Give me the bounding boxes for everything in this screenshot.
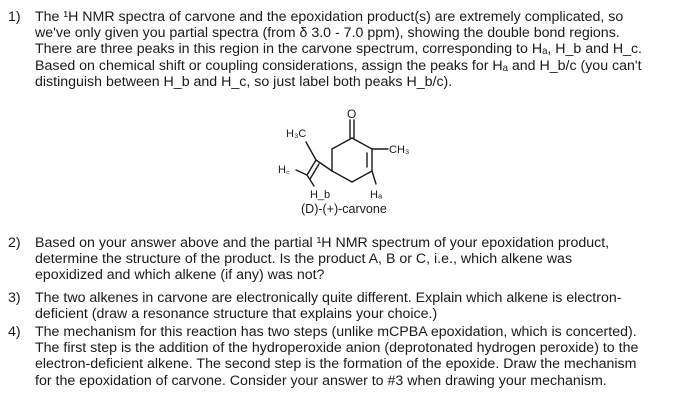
question-1: [8, 9, 678, 90]
methyl-label: H₃C: [286, 128, 307, 140]
methyl-label: CH₃: [389, 144, 410, 156]
hydrogen-b-label: H_b: [310, 189, 331, 201]
text-line: for the epoxidation of carvone. Consider your answer to #3 when drawing your mechanism.: [35, 372, 607, 389]
question-text: [35, 290, 688, 322]
text-line: we've only given you partial spectra (from δ 3.0 - 7.0 ppm), showing the double bond regions.: [35, 25, 620, 42]
question-number: 2): [8, 235, 21, 251]
question-3: [8, 290, 688, 322]
question-text: [35, 235, 688, 284]
text-line: epoxidized and which alkene (if any) was not?: [35, 267, 325, 284]
oxygen-label: O: [347, 108, 357, 121]
question-4: [8, 324, 688, 389]
text-line: electron-deficient alkene. The second step is the formation of the epoxide. Draw the mechanism: [35, 356, 637, 373]
text-line: distinguish between H_b and H_c, so just label both peaks H_b/c).: [35, 73, 453, 90]
question-text: [35, 9, 678, 90]
text-line: The ¹H NMR spectra of carvone and the epoxidation product(s) are extremely complicated, so: [35, 9, 624, 25]
structure-caption: (D)-(+)-carvone: [301, 202, 387, 216]
hydrogen-a-label: Hₐ: [370, 189, 383, 201]
text-line: The first step is the addition of the hydroperoxide anion (deprotonated hydrogen peroxide) to the: [35, 340, 639, 357]
text-line: Based on chemical shift or coupling considerations, assign the peaks for Hₐ and H_b/c (you can't: [35, 57, 642, 74]
hydrogen-c-label: H꜀: [278, 164, 290, 176]
text-line: deficient (draw a resonance structure that explains your choice.): [35, 306, 438, 323]
text-line: Based on your answer above and the partial ¹H NMR spectrum of your epoxidation product,: [35, 235, 610, 251]
question-text: [35, 324, 688, 389]
question-number: 3): [8, 290, 21, 306]
text-line: There are three peaks in this region in the carvone spectrum, corresponding to Hₐ, H_b and H_c.: [35, 41, 642, 58]
question-number: 4): [8, 324, 21, 340]
text-line: The two alkenes in carvone are electronically quite different. Explain which alkene is electron-: [35, 290, 622, 306]
question-number: 1): [8, 9, 21, 25]
question-2: [8, 235, 688, 284]
text-line: The mechanism for this reaction has two steps (unlike mCPBA epoxidation, which is concerted).: [35, 324, 637, 340]
text-line: determine the structure of the product. Is the product A, B or C, i.e., which alkene was: [35, 251, 573, 268]
